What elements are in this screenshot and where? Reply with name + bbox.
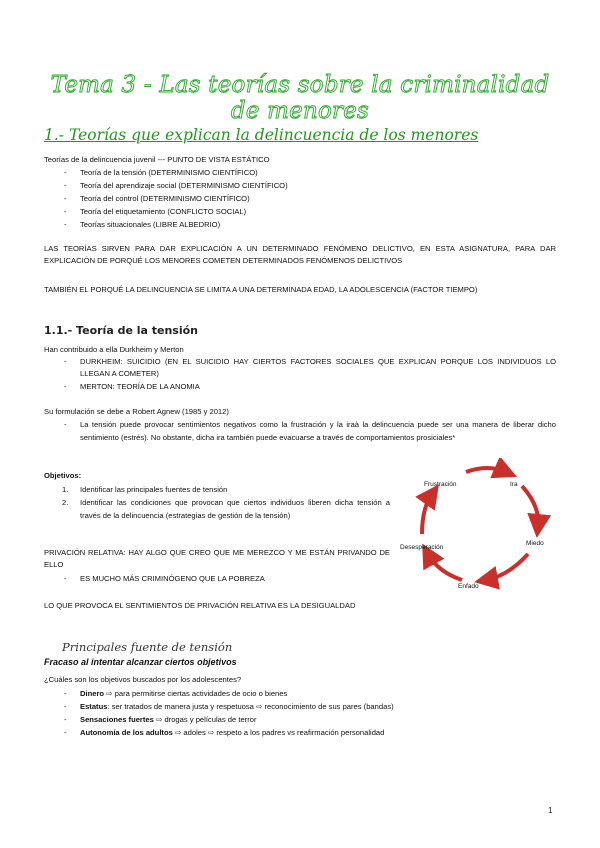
section-1-intro: Teorías de la delincuencia juvenil --- PUNTO DE VISTA ESTÁTICO <box>44 155 270 164</box>
section-1-1-heading: 1.1.- Teoría de la tensión <box>44 324 199 337</box>
cycle-label: Frustración <box>424 481 457 488</box>
privacion-paragraph: PRIVACIÓN RELATIVA: HAY ALGO QUE CREO QUE ME MEREZCO Y ME ESTÁN PRIVANDO DE ELLO <box>44 548 390 569</box>
list-item <box>80 701 394 712</box>
sources-question: ¿Cuáles son los objetivos buscados por los adolescentes? <box>44 675 242 684</box>
list-item: ES MUCHO MÁS CRIMINÓGENO QUE LA POBREZA <box>80 574 265 583</box>
list-item: MERTON: TEORÍA DE LA ANOMIA <box>80 382 200 391</box>
arrow-enfado-desesperacion <box>428 554 462 580</box>
list-item: Teorías situacionales (LIBRE ALBEDRIO) <box>80 220 221 229</box>
section-1-paragraph-1: LAS TEORÍAS SIRVEN PARA DAR EXPLICACIÓN A UN DETERMINADO FENÓMENO DELICTIVO, EN ESTA ASIGNATURA, PARA DAR EXPLICACIÓN DE PORQUÉ LOS MENORES COMETEN DETERMINADOS FENÓMENOS DELICTIVOS <box>44 244 556 265</box>
list-bullet: - <box>64 689 67 698</box>
list-bullet: - <box>64 728 67 737</box>
list-bullet: - <box>64 715 67 724</box>
item-bold: Sensaciones fuertes <box>80 715 154 724</box>
list-bullet: - <box>64 220 67 229</box>
list-bullet: - <box>64 357 67 366</box>
list-item: Teoría del control (DETERMINISMO CIENTÍFICO) <box>80 194 250 203</box>
cycle-label: Ira <box>510 481 518 488</box>
objective-number: 1. <box>62 485 69 494</box>
item-bold: Estatus <box>80 702 108 711</box>
objectives-label: Objetivos: <box>44 471 82 480</box>
list-bullet: - <box>64 194 67 203</box>
section-1-paragraph-2: TAMBIÉN EL PORQUÉ LA DELINCUENCIA SE LIMITA A UNA DETERMINADA EDAD, LA ADOLESCENCIA (FACTOR TIEMPO) <box>44 285 478 294</box>
arrow-frustracion-ira <box>466 468 506 472</box>
emotion-cycle-diagram <box>396 458 568 594</box>
list-bullet: - <box>64 181 67 190</box>
arrow-desesperacion-frustracion <box>422 494 432 534</box>
page-number: 1 <box>548 806 553 815</box>
section-1-heading: 1.- Teorías que explican la delincuencia de los menores <box>44 126 479 144</box>
cycle-arrows <box>396 458 568 594</box>
arrow-miedo-enfado <box>486 554 528 580</box>
item-bold: Dinero <box>80 689 105 698</box>
list-bullet: - <box>64 702 67 711</box>
sources-subheading: Fracaso al intentar alcanzar ciertos objetivos <box>44 657 237 667</box>
cycle-label: Miedo <box>526 540 544 547</box>
item-rest: ⇨ drogas y películas de terror <box>153 715 257 724</box>
arrow-ira-miedo <box>522 486 538 526</box>
page-title: Tema 3 - Las teorías sobre la criminalidad de menores <box>50 72 550 124</box>
formulation-line: Su formulación se debe a Robert Agnew (1985 y 2012) <box>44 407 229 416</box>
list-item: DURKHEIM: SUICIDIO (EN EL SUICIDIO HAY CIERTOS FACTORES SOCIALES QUE EXPLICAN PORQUE LOS INDIVIDUOS LO LLEGAN A COMETER) <box>80 357 556 378</box>
sources-heading: Principales fuente de tensión <box>62 640 233 654</box>
cycle-label: Desesperación <box>400 544 444 551</box>
list-item <box>80 714 256 725</box>
item-bold: Autonomía de los adultos <box>80 728 173 737</box>
list-bullet: - <box>64 207 67 216</box>
objective-item: Identificar las condiciones que provocan que ciertos individuos liberen dicha tensión a través de la delincuencia (estrategias de gestión de la tensión) <box>80 498 390 520</box>
list-item: Teoría del etiquetamiento (CONFLICTO SOCIAL) <box>80 207 247 216</box>
list-item <box>80 688 287 699</box>
contributors-line: Han contribuido a ella Durkheim y Merton <box>44 345 184 354</box>
list-bullet: - <box>64 168 67 177</box>
list-item <box>80 727 384 738</box>
objective-number: 2. <box>62 498 69 507</box>
item-rest: ⇨ adoles ⇨ respeto a los padres vs reafirmación personalidad <box>172 728 385 737</box>
desigualdad-paragraph: LO QUE PROVOCA EL SENTIMIENTOS DE PRIVACIÓN RELATIVA ES LA DESIGUALDAD <box>44 601 356 610</box>
tension-paragraph: La tensión puede provocar sentimientos negativos como la frustración y la iraà la delincuencia puede ser una manera de liberar dicho sentimiento (estrés). No obstante, dicha ira también puede evacuarse a través de comportamientos prosiciales* <box>80 420 556 442</box>
objective-item: Identificar las principales fuentes de tensión <box>80 485 228 494</box>
item-rest: ⇨ para permitirse ciertas actividades de ocio o bienes <box>104 689 288 698</box>
item-rest: : ser tratados de manera justa y respetuosa ⇨ reconocimiento de sus pares (bandas) <box>107 702 394 711</box>
list-bullet: - <box>64 574 67 583</box>
list-bullet: - <box>64 382 67 391</box>
list-item: Teoría del aprendizaje social (DETERMINISMO CIENTÍFICO) <box>80 181 288 190</box>
list-bullet: - <box>64 420 67 429</box>
list-item: Teoría de la tensión (DETERMINISMO CIENTÍFICO) <box>80 168 258 177</box>
cycle-label: Enfado <box>458 583 479 590</box>
